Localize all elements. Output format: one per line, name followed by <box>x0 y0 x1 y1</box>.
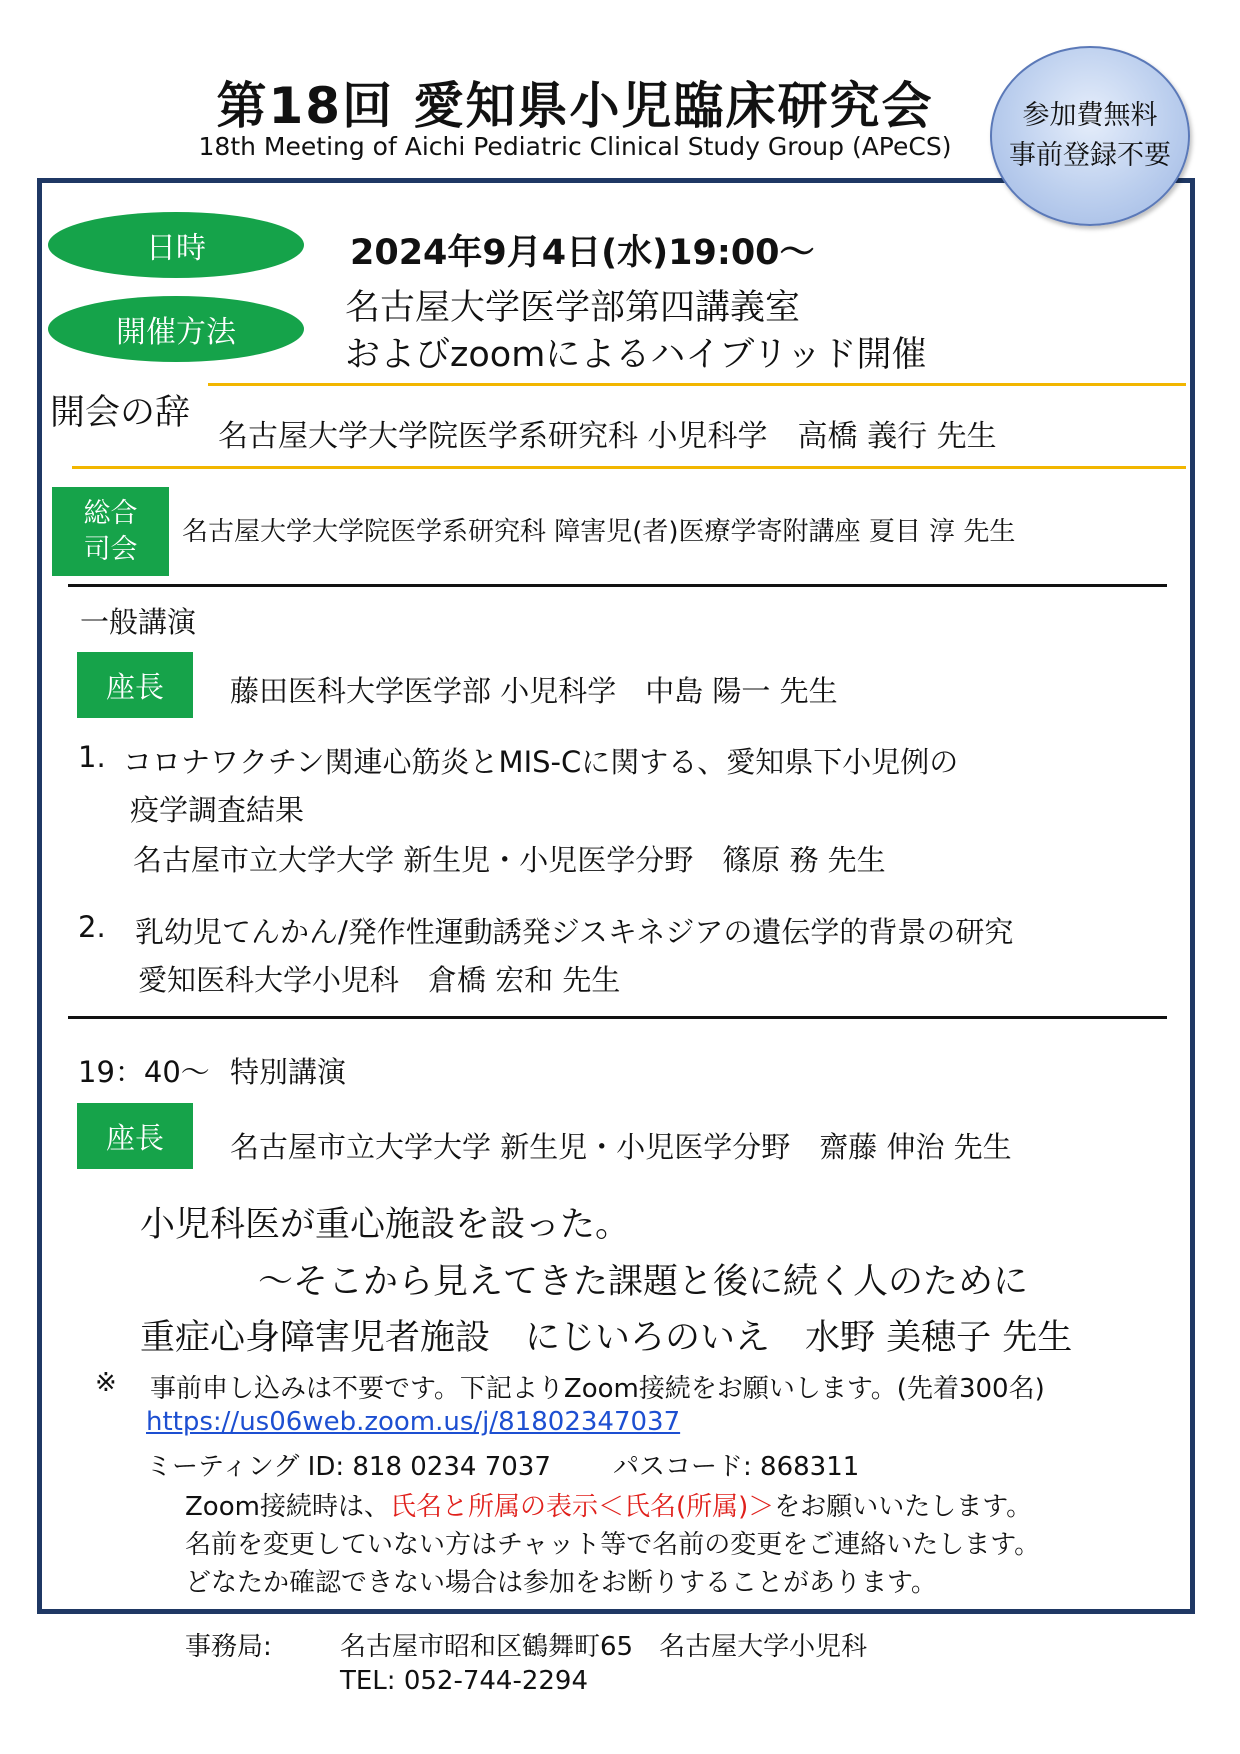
special-chair-label: 座長 <box>77 1103 193 1169</box>
special-chair: 名古屋市立大学大学 新生児・小児医学分野 齋藤 伸治 先生 <box>230 1130 1012 1164</box>
method-label: 開催方法 <box>48 296 304 362</box>
opening-label: 開会の辞 <box>50 393 191 433</box>
talk-2-number: 2. <box>78 910 106 944</box>
talk-1-number: 1. <box>78 740 106 774</box>
special-heading: 特別講演 <box>230 1055 347 1089</box>
office-address: 名古屋市昭和区鶴舞町65 名古屋大学小児科 <box>340 1632 868 1662</box>
talk-2-title-line-1: 乳幼児てんかん/発作性運動誘発ジスキネジアの遺伝学的背景の研究 <box>135 915 1014 949</box>
notice-line-3-highlight: 氏名と所属の表示＜氏名(所属)＞ <box>389 1492 775 1522</box>
notice-line-5: どなたか確認できない場合は参加をお断りすることがあります。 <box>185 1568 937 1598</box>
notice-line-3 <box>185 1486 1032 1523</box>
notice-line-3-suffix: をお願いいたします。 <box>774 1492 1033 1522</box>
special-title-line-2: ～そこから見えてきた課題と後に続く人のために <box>258 1262 1029 1302</box>
opening-speaker: 名古屋大学大学院医学系研究科 小児科学 高橋 義行 先生 <box>218 419 997 454</box>
page-subtitle: 18th Meeting of Aichi Pediatric Clinical Study Group (APeCS) <box>198 132 952 161</box>
meeting-id: ミーティング ID: 818 0234 7037 <box>146 1452 551 1482</box>
badge-line-2: 事前登録不要 <box>1009 140 1171 171</box>
notice-mark: ※ <box>95 1368 117 1398</box>
special-time: 19：40～ <box>78 1055 210 1089</box>
notice-line-1: 事前申し込みは不要です。下記よりZoom接続をお願いします。(先着300名) <box>150 1374 1045 1404</box>
talk-1-title-line-1: コロナワクチン関連心筋炎とMIS-Cに関する、愛知県下小児例の <box>123 745 959 779</box>
page-title: 第18回 愛知県小児臨床研究会 <box>216 77 934 135</box>
date-label: 日時 <box>48 212 304 278</box>
general-heading: 一般講演 <box>80 605 197 639</box>
divider-black-2 <box>68 1016 1167 1019</box>
divider-gold-2 <box>72 466 1186 469</box>
talk-2-speaker: 愛知医科大学小児科 倉橋 宏和 先生 <box>138 963 621 997</box>
host-label-line-2: 司会 <box>83 533 138 565</box>
office-tel: TEL: 052-744-2294 <box>340 1666 589 1696</box>
divider-black-1 <box>68 584 1167 587</box>
method-line-1: 名古屋大学医学部第四講義室 <box>345 288 801 328</box>
zoom-link[interactable]: https://us06web.zoom.us/j/81802347037 <box>146 1407 681 1437</box>
fee-badge <box>990 46 1190 226</box>
divider-gold-1 <box>208 383 1186 386</box>
office-label: 事務局: <box>185 1632 272 1662</box>
general-chair: 藤田医科大学医学部 小児科学 中島 陽一 先生 <box>230 674 838 708</box>
special-speaker: 重症心身障害児者施設 にじいろのいえ 水野 美穂子 先生 <box>140 1318 1073 1358</box>
general-chair-label: 座長 <box>77 652 193 718</box>
talk-1-title-line-2: 疫学調査結果 <box>130 793 305 827</box>
passcode: パスコード: 868311 <box>613 1452 860 1482</box>
host-person: 名古屋大学大学院医学系研究科 障害児(者)医療学寄附講座 夏目 淳 先生 <box>182 517 1016 547</box>
special-title-line-1: 小児科医が重心施設を設った。 <box>140 1205 631 1245</box>
method-line-2: およびzoomによるハイブリッド開催 <box>345 335 927 375</box>
notice-line-3-prefix: Zoom接続時は、 <box>185 1492 390 1522</box>
notice-line-4: 名前を変更していない方はチャット等で名前の変更をご連絡いたします。 <box>185 1530 1041 1560</box>
host-label <box>52 487 169 576</box>
host-label-line-1: 総合 <box>83 497 138 529</box>
badge-line-1: 参加費無料 <box>1022 100 1158 131</box>
date-value: 2024年9月4日(水)19:00～ <box>350 233 815 273</box>
talk-1-speaker: 名古屋市立大学大学 新生児・小児医学分野 篠原 務 先生 <box>133 843 886 877</box>
